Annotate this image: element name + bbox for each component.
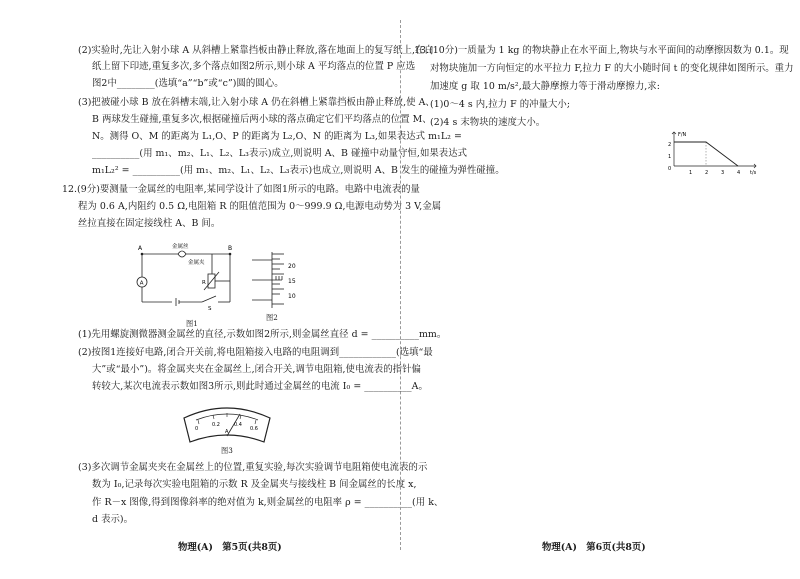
x-tick-label: 1 (689, 170, 693, 176)
figure-1-caption: 图1 (186, 319, 198, 328)
figure-1-circuit (132, 238, 252, 318)
text-line: (2)实验时,先让入射小球 A 从斜槽上紧靠挡板由静止释放,落在地面上的复写纸上,在白 (78, 45, 434, 56)
clip-label: 金属夹 (188, 260, 205, 266)
question-13: 13.(10分)一质量为 1 kg 的物块静止在水平面上,物块与水平面间的动摩擦因数为 0.1。现 (414, 45, 789, 56)
text-line: (1)先用螺旋测微器测金属丝的直径,示数如图2所示,则金属丝直径 d = __________mm。 (78, 329, 447, 340)
question-12: 12.(9分)要测量一金属丝的电阻率,某同学设计了如图1所示的电路。电路中电流表的量 (62, 184, 420, 195)
dial-label: 0 (195, 426, 199, 432)
figure-3-caption: 图3 (221, 446, 233, 455)
x-axis-label: t/s (750, 170, 757, 176)
wire-label: 金属丝 (172, 244, 189, 250)
text-line: 对物块施加一方向恒定的水平拉力 F,拉力 F 的大小随时间 t 的变化规律如图所示。重力 (430, 63, 794, 74)
y-axis-label: F/N (678, 132, 687, 138)
text-line: B 两球发生碰撞,重复多次,根据碰撞后两小球的落点确定它们平均落点的位置 M、 (92, 114, 432, 125)
tick-label: 20 (288, 263, 296, 270)
dial-label: 0.4 (234, 422, 242, 428)
text-line: m₁L₂² = __________(用 m₁、m₂、L₁、L₂、L₃表示)也成立,则说明 A、B 发生的碰撞为弹性碰撞。 (92, 165, 505, 176)
unit-label: A (225, 429, 229, 435)
text-line: 作 R－x 图像,得到图像斜率的绝对值为 k,则金属丝的电阻率 ρ = __________(用 k、 (92, 497, 444, 508)
x-tick-label: 3 (721, 170, 725, 176)
text-line: 纸上留下印迹,重复多次,多个落点如图2所示,则小球 A 平均落点的位置 P 应选 (92, 61, 416, 72)
text-line: (1)0～4 s 内,拉力 F 的冲量大小; (430, 99, 571, 110)
figure-2-micrometer (248, 248, 310, 312)
tick-label: 10 (288, 293, 296, 300)
text-line: 大”或“最小”)。将金属夹夹在金属丝上,闭合开关,调节电阻箱,使电流表的指针偏 (92, 364, 421, 375)
text-line: (2)按图1连接好电路,闭合开关前,将电阻箱接入电路的电阻调到____________(选填“最 (78, 347, 433, 358)
force-time-graph (660, 128, 760, 180)
label-a: A (138, 245, 143, 252)
x-tick-label: 2 (705, 170, 709, 176)
text-line: (2)4 s 末物块的速度大小。 (430, 117, 546, 128)
text-line: 图2中________(选填“a”“b”或“c”)圆的圆心。 (92, 78, 284, 89)
ammeter-label: A (139, 280, 144, 287)
text-line: 加速度 g 取 10 m/s²,最大静摩擦力等于滑动摩擦力,求: (430, 81, 660, 92)
figure-3-ammeter (180, 402, 274, 444)
page-footer: 物理(A) 第5页(共8页) (178, 542, 282, 553)
text-line: 丝拉直接在固定接线柱 A、B 间。 (78, 218, 221, 229)
text-line: d 表示)。 (92, 514, 134, 525)
text-line: (3)把被碰小球 B 放在斜槽末端,让入射小球 A 仍在斜槽上紧靠挡板由静止释放,使 A、 (78, 97, 435, 108)
page-footer: 物理(A) 第6页(共8页) (542, 542, 646, 553)
text-line: 程为 0.6 A,内阻约 0.5 Ω,电阻箱 R 的阻值范围为 0～999.9 Ω,电源电动势为 3 V,金属 (78, 201, 442, 212)
dial-label: 0.6 (250, 426, 258, 432)
y-tick-label: 2 (668, 142, 672, 148)
text-line: N。测得 O、M 的距离为 L₁,O、P 的距离为 L₂,O、N 的距离为 L₃,如果表达式 m₁L₂ = (92, 131, 462, 142)
y-tick-label: 1 (668, 154, 672, 160)
figure-2-caption: 图2 (266, 313, 278, 322)
text-line: 转较大,某次电流表示数如图3所示,则此时通过金属丝的电流 I₀ = __________A。 (92, 381, 428, 392)
page-divider (400, 20, 401, 550)
origin-label: 0 (668, 166, 672, 172)
resistor-label: R (202, 280, 206, 286)
text-line: (3)多次调节金属夹夹在金属丝上的位置,重复实验,每次实验调节电阻箱使电流表的示 (78, 462, 428, 473)
switch-label: S (208, 306, 212, 312)
text-line: __________(用 m₁、m₂、L₁、L₂、L₃表示)成立,则说明 A、B 碰撞中动量守恒,如果表达式 (92, 148, 468, 159)
right-page (402, 0, 800, 579)
x-tick-label: 4 (737, 170, 741, 176)
tick-label: 15 (288, 278, 296, 285)
text-line: 数为 I₀,记录每次实验电阻箱的示数 R 及金属夹与接线柱 B 间金属丝的长度 x, (92, 479, 417, 490)
label-b: B (228, 245, 233, 252)
dial-label: 0.2 (212, 422, 220, 428)
